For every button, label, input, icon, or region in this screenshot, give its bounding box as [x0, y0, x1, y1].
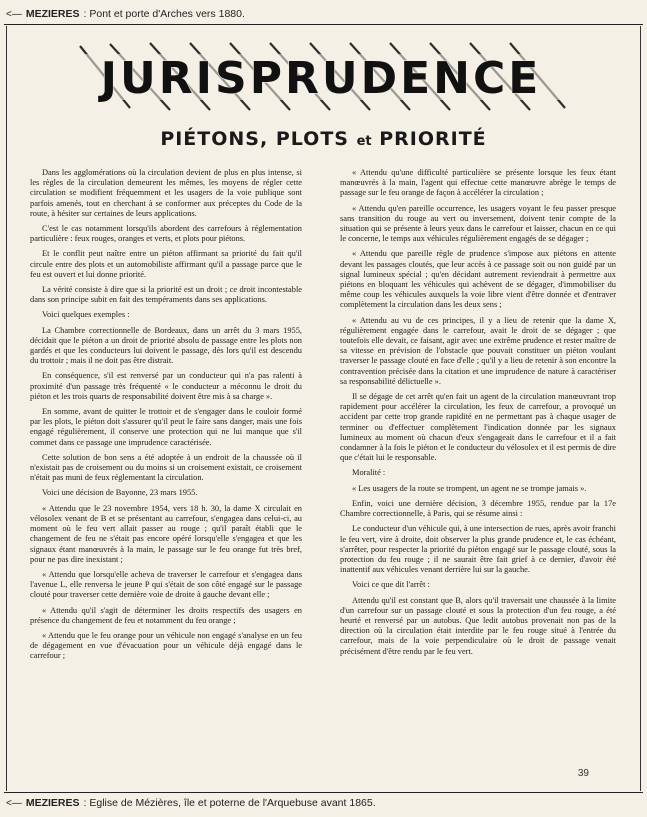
paragraph: Il se dégage de cet arrêt qu'en fait un agent de la circulation manœuvrant trop rapidement pour accélérer la circulation, les feux de carrefour, a provoqué un accident par cette trop grande rapidité en ne permettant pas à chaque usager de terminer ou d'effectuer complètement l'indication donnée par les signaux lumineux au moment où chacun d'eux s'engageait dans le carrefour et il a fait condamner à la fois le piéton et le conducteur du vélosolex et il est permis de dire que c'était lui le responsable.	[340, 392, 616, 463]
paragraph: C'est le cas notamment lorsqu'ils abordent des carrefours à réglementation particulière : feux rouges, oranges et verts, et plots pour piétons.	[30, 224, 302, 244]
title-part1: PIÉTONS, PLOTS	[160, 128, 349, 150]
paragraph: Et le conflit peut naître entre un piéton affirmant sa priorité du fait qu'il circule entre des plots et un automobiliste affirmant qu'il a passage parce que le feu est ouvert et lui donne priorité.	[30, 249, 302, 279]
top-caption-bar	[4, 4, 643, 25]
header-caption: : Pont et porte d'Arches vers 1880.	[83, 8, 245, 20]
paragraph: « Attendu que lorsqu'elle acheva de traverser le carrefour et s'engagea dans l'avenue L, elle renversa le jeune P qui s'était de son côté engagé sur le passage clouté pour traverser cette dernière voie de droite à gauche devant elle ;	[30, 569, 302, 600]
paragraph: « Attendu que pareille règle de prudence s'impose aux piétons en attente devant les passages cloutés, que leur accès à ce passage soit ou non guidé par un signal lumineux spécial ; qu'en décidant autrement reviendrait à permettre aux piétons en bloquant les véhicules qui achèvent de se dégager, d'immobiliser du même coup les véhicules auxquels la voie libre vient d'être donnée et d'entraver complètement la circulation dans les deux sens ;	[340, 249, 616, 310]
banner-title: JURISPRUDENCE	[100, 53, 542, 104]
paragraph: « Attendu au vu de ces principes, il y a lieu de retenir que la dame X, régulièrement engagée dans le carrefour, avait le droit de se dégager ; que toutefois elle devait, ce faisant, agir avec une extrême prudence et rester maître de sa vitesse en prévision de l'obstacle que pouvait constituer un piéton voulant traverser le passage clouté en face d'elle ; qu'il y a lieu de retenir à son encontre la contravention précisée dans la citation et une imprudence de nature à caractériser sa responsabilité délictuelle ».	[340, 315, 616, 386]
paragraph: Cette solution de bon sens a été adoptée à un endroit de la chaussée où il n'existait pas de croisement ou du moins si un croisement existait, ce croisement n'était pas muni de feux réglementant la circulation.	[30, 452, 302, 483]
paragraph: Voici ce que dit l'arrêt :	[352, 580, 430, 590]
paragraph: Voici quelques exemples :	[42, 310, 130, 320]
paragraph: La vérité consiste à dire que si la priorité est un droit ; ce droit incontestable dans son principe subit en fait des tempéraments dans ses applications.	[30, 285, 302, 305]
paragraph: Enfin, voici une dernière décision, 3 décembre 1955, rendue par la 17e Chambre correctionnelle, à Paris, qui se résume ainsi :	[340, 498, 616, 519]
title-part2: et	[356, 134, 372, 149]
footer-caption: : Eglise de Mézières, île et poterne de l'Arquebuse avant 1865.	[83, 797, 376, 809]
arrow-left-icon: <—	[6, 797, 22, 809]
page-number: 39	[577, 768, 589, 779]
paragraph: « Attendu qu'une difficulté particulière se présente lorsque les feux étant manœuvrés à la main, l'agent qui effectue cette manœuvre abrège le temps de passage sur le feu orange de façon à accélérer la circulation ;	[340, 168, 616, 198]
paragraph: En somme, avant de quitter le trottoir et de s'engager dans le couloir formé par les plots, le piéton doit s'assurer qu'il peut le faire sans danger, mais une fois engagé régulièrement, il conserve une protection qui ne lui manque que s'il commet dans ce passage une imprudence caractérisée.	[30, 407, 302, 447]
paragraph: Voici une décision de Bayonne, 23 mars 1955.	[42, 488, 198, 498]
paragraph: Moralité :	[352, 468, 386, 478]
bottom-caption-bar	[4, 792, 643, 813]
paragraph: « Attendu que le feu orange pour un véhicule non engagé s'analyse en un feu de dégagement en vue d'évacuation pour un véhicule déjà engagé dans le carrefour ;	[30, 630, 302, 661]
paragraph: Dans les agglomérations où la circulation devient de plus en plus intense, si les règles de la circulation demeurent les mêmes, les moyens de régler cette circulation se modifient fréquemment et les usagers de la voie publique sont parfois amenés, tout en cherchant à se conformer aux préceptes du Code de la route, à hésiter sur certaines de leurs applications.	[30, 168, 302, 218]
header-place: MEZIERES	[25, 8, 80, 20]
title-part3: PRIORITÉ	[379, 128, 487, 150]
paragraph: « Attendu que le 23 novembre 1954, vers 18 h. 30, la dame X circulait en vélosolex venant de B et se présentant au carrefour, s'engagea dans celui-ci, au moment où le feu vert allait passer au rouge ; qu'il paraît établi que le changement de feu ne s'était pas encore opéré lorsqu'elle s'engagea et que les signaux étant manœuvrés à la main, le passage sur le feu orange fut très bref, pour ne pas dire inexistant ;	[30, 503, 302, 564]
banner-graphic	[70, 40, 573, 114]
paragraph: « Attendu qu'il s'agit de déterminer les droits respectifs des usagers en présence du changement de feu et notamment du feu orange ;	[30, 605, 302, 625]
paragraph: « Les usagers de la route se trompent, un agent ne se trompe jamais ».	[352, 483, 587, 493]
right-text-column	[340, 168, 616, 662]
paragraph: En conséquence, s'il est renversé par un conducteur qui n'a pas ralenti à proximité d'un passage très fréquenté « le conducteur a méconnu le droit du piéton et les trois quarts de responsabilité doivent être mis à sa charge ».	[30, 371, 302, 401]
arrow-left-icon: <—	[6, 8, 22, 20]
paragraph: « Attendu qu'en pareille occurrence, les usagers voyant le feu passer presque sans transition du rouge au vert ou inversement, doivent tenir compte de la situation qui se présente à leurs yeux dans le carrefour et laisser, chacun en ce qui le concerne, le temps aux véhicules régulièrement engagés de se dégager ;	[340, 203, 616, 244]
section-banner	[70, 40, 573, 114]
article-title	[0, 128, 647, 150]
paragraph: Attendu qu'il est constant que B, alors qu'il traversait une chaussée à la limite d'un carrefour sur un passage clouté et sous la protection d'un feu rouge, a été heurté et renversé par un autobus. Que ledit autobus provenait non pas de la direction où la circulation était interdite par le feu rouge situé à l'entrée du carrefour, mais de la voie perpendiculaire où le droit de passage venait précisément d'être rendu par le feu vert.	[340, 595, 616, 656]
left-text-column	[30, 168, 302, 667]
footer-place: MEZIERES	[25, 797, 80, 809]
paragraph: La Chambre correctionnelle de Bordeaux, dans un arrêt du 3 mars 1955, décidait que le piéton a un droit de priorité absolu de passage entre les plots non gardés et que les conducteurs lui doivent le passage, dès lors qu'il est descendu du trottoir ; mais il ne doit pas être distrait.	[30, 325, 302, 366]
paragraph: Le conducteur d'un véhicule qui, à une intersection de rues, après avoir franchi le feu vert, vire à droite, doit observer la plus grande prudence et, le cas échéant, s'arrêter, pour respecter la priorité du piéton engagé sur le passage clouté, sous la protection du feu rouge ; il ne saurait être fait grief à ce dernier, d'avoir été inattentif aux véhicules venant derrière lui sur la gauche.	[340, 524, 616, 575]
